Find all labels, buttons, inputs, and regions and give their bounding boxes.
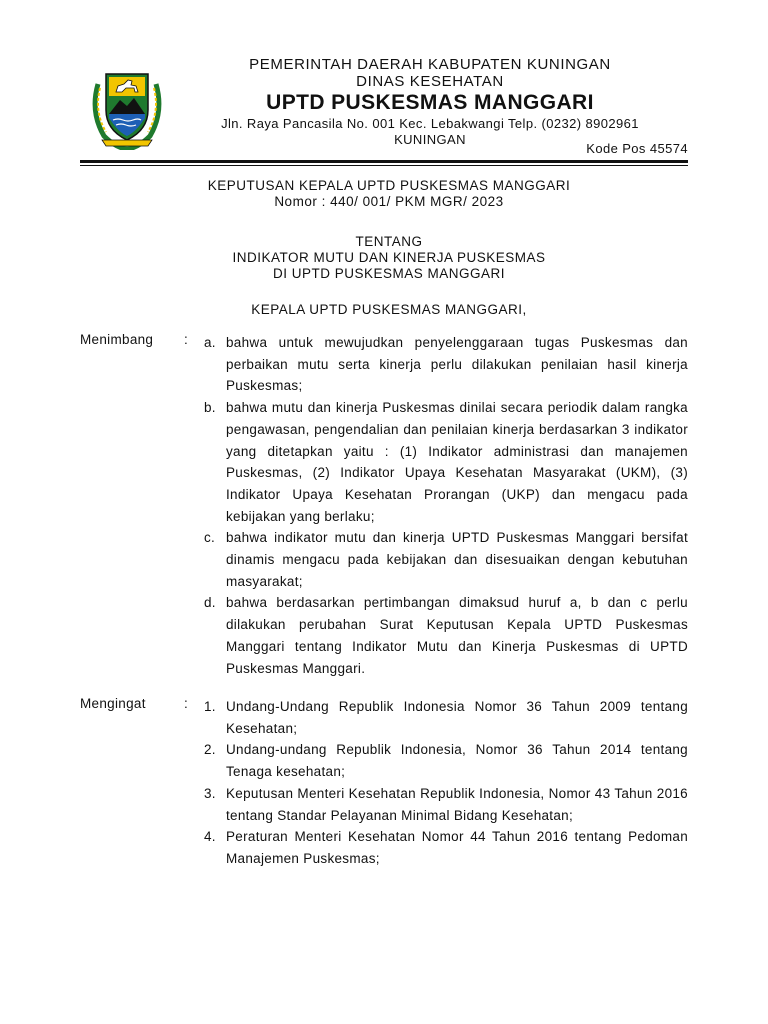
list-marker: 1.	[204, 699, 216, 714]
decree-number: Nomor : 440/ 001/ PKM MGR/ 2023	[274, 194, 504, 209]
menimbang-colon: :	[184, 332, 189, 347]
letterhead	[170, 56, 690, 148]
menimbang-list	[204, 332, 688, 679]
list-item-text: bahwa untuk mewujudkan penyelenggaraan tugas Puskesmas dan perbaikan mutu serta kinerja perlu dilakukan penilaian hasil kinerja Puskesmas;	[226, 335, 688, 394]
mengingat-item-4	[204, 826, 688, 869]
list-marker: 2.	[204, 742, 216, 758]
list-marker: 3.	[204, 785, 216, 801]
kuningan-regency-crest-icon	[90, 66, 164, 150]
list-item-text: Peraturan Menteri Kesehatan Nomor 44 Tahun 2016 tentang Pedoman Manajemen Puskesmas;	[226, 829, 688, 866]
menimbang-label: Menimbang	[80, 332, 154, 347]
menimbang-item-c	[204, 527, 688, 592]
decree-subject	[80, 234, 698, 282]
decree-subject-line-1: INDIKATOR MUTU DAN KINERJA PUSKESMAS	[232, 250, 546, 265]
letterhead-postal-code: Kode Pos 45574	[586, 141, 688, 156]
list-item-text: bahwa berdasarkan pertimbangan dimaksud huruf a, b dan c perlu dilakukan perubahan Surat Keputusan Kepala UPTD Puskesmas Manggari tentang Indikator Mutu dan Kinerja Puskesmas di UPTD Puskesmas Manggari.	[226, 595, 688, 676]
list-marker: 4.	[204, 829, 216, 845]
list-item-text: Undang-undang Republik Indonesia, Nomor 36 Tahun 2014 tentang Tenaga kesehatan;	[226, 742, 688, 780]
letterhead-city: KUNINGAN	[394, 132, 466, 147]
list-item-text: Undang-Undang Republik Indonesia Nomor 36 Tahun 2009 tentang Kesehatan;	[226, 699, 688, 736]
mengingat-item-2	[204, 739, 688, 782]
list-marker: a.	[204, 335, 216, 350]
menimbang-item-a	[204, 332, 688, 397]
decree-heading	[80, 178, 698, 210]
letterhead-agency: DINAS KESEHATAN	[356, 73, 504, 90]
letterhead-address: Jln. Raya Pancasila No. 001 Kec. Lebakwangi Telp. (0232) 8902961	[221, 116, 639, 131]
list-item-text: bahwa mutu dan kinerja Puskesmas dinilai secara periodik dalam rangka pengawasan, pengendalian dan penilaian kinerja berdasarkan 3 indikator yang ditetapkan yaitu : (1) Indikator administrasi dan manajemen Puskesmas, (2) Indikator Upaya Kesehatan Masyarakat (UKM), (3) Indikator Upaya Kesehatan Prorangan (UKP) dan mengacu pada kebijakan yang berlaku;	[226, 400, 688, 524]
list-marker: d.	[204, 595, 216, 611]
menimbang-item-d	[204, 592, 688, 679]
decree-subject-line-2: DI UPTD PUSKESMAS MANGGARI	[272, 266, 506, 281]
list-item-text: Keputusan Menteri Kesehatan Republik Indonesia, Nomor 43 Tahun 2016 tentang Standar Pelayanan Minimal Bidang Kesehatan;	[226, 785, 688, 823]
letterhead-government: PEMERINTAH DAERAH KABUPATEN KUNINGAN	[249, 56, 611, 73]
letterhead-institution: UPTD PUSKESMAS MANGGARI	[266, 91, 594, 114]
mengingat-colon: :	[184, 696, 189, 711]
menimbang-item-b	[204, 397, 688, 527]
decree-tentang: TENTANG	[355, 234, 423, 249]
mengingat-item-3	[204, 783, 688, 826]
letterhead-rule-thin	[80, 165, 688, 166]
list-item-text: bahwa indikator mutu dan kinerja UPTD Puskesmas Manggari bersifat dinamis mengacu pada kebijakan dan disesuaikan dengan kebutuhan masyarakat;	[226, 530, 688, 589]
decree-title: KEPUTUSAN KEPALA UPTD PUSKESMAS MANGGARI	[207, 178, 571, 193]
mengingat-item-1	[204, 696, 688, 739]
mengingat-label: Mengingat	[80, 696, 146, 711]
mengingat-list	[204, 696, 688, 870]
list-marker: b.	[204, 400, 216, 416]
decree-issuer: KEPALA UPTD PUSKESMAS MANGGARI,	[251, 302, 527, 317]
letterhead-rule-thick	[80, 160, 688, 163]
list-marker: c.	[204, 530, 216, 546]
